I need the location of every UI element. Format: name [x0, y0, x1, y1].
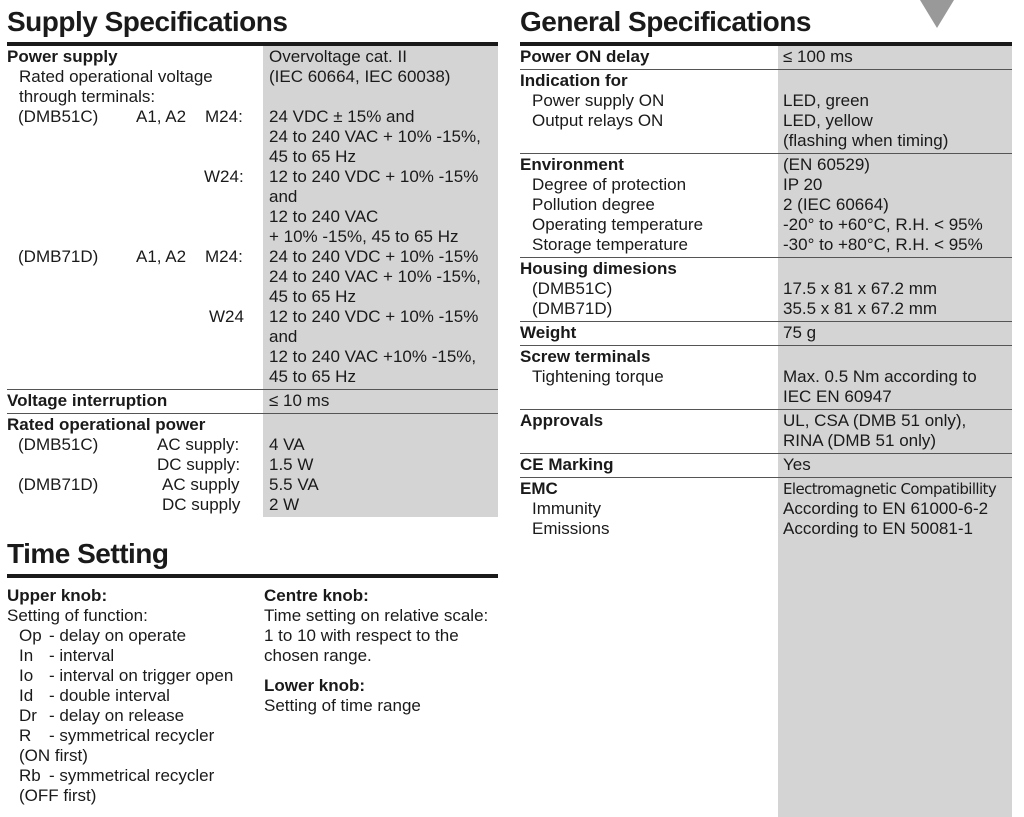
spec-sublabel: Emissions [532, 519, 610, 538]
upper-knob-column [7, 586, 257, 806]
w24-label: W24 [209, 307, 244, 326]
spec-sublabel: (DMB51C) [532, 279, 613, 298]
spec-value: According to EN 50081-1 [783, 519, 973, 538]
spec-label: Screw terminals [520, 347, 651, 366]
triangle-marker-icon [920, 0, 954, 28]
lower-knob-text: Setting of time range [264, 696, 421, 715]
function-code: Dr [19, 706, 37, 725]
function-item [7, 766, 257, 786]
supply-kind-label: DC supply: [157, 455, 241, 474]
lower-knob-heading: Lower knob: [264, 676, 366, 695]
model-label: (DMB71D) [18, 475, 99, 494]
power-supply-block [7, 46, 498, 390]
function-desc: - symmetrical recycler [49, 726, 215, 745]
spec-sublabel: (DMB71D) [532, 299, 613, 318]
function-code: In [19, 646, 34, 665]
centre-knob-heading: Centre knob: [264, 586, 369, 605]
indication-block [520, 70, 1012, 154]
function-desc: - delay on operate [49, 626, 187, 645]
function-code: Io [19, 666, 34, 685]
power-value: 4 VA [269, 435, 305, 454]
voltage-value: and [269, 327, 298, 346]
m24-label: M24: [205, 107, 243, 126]
centre-knob-column [264, 586, 504, 716]
weight-block [520, 322, 1012, 346]
power-value: 5.5 VA [269, 475, 319, 494]
time-setting-section [7, 578, 498, 808]
voltage-value: 24 VDC ± 15% and [269, 107, 415, 126]
voltage-interruption-value: ≤ 10 ms [269, 391, 330, 410]
spec-value: LED, yellow [783, 111, 873, 130]
voltage-value: 45 to 65 Hz [269, 287, 356, 306]
supply-kind-label: AC supply [162, 475, 240, 494]
spec-value: 17.5 x 81 x 67.2 mm [783, 279, 938, 298]
function-item [7, 626, 257, 646]
centre-knob-text: 1 to 10 with respect to the [264, 626, 459, 645]
spec-sublabel: Pollution degree [532, 195, 655, 214]
power-on-delay-block [520, 46, 1012, 70]
spec-value: (flashing when timing) [783, 131, 949, 150]
left-column [7, 0, 498, 808]
function-code: Id [19, 686, 34, 705]
spec-sublabel: Storage temperature [532, 235, 688, 254]
spec-value: (EN 60529) [783, 155, 870, 174]
function-item [7, 686, 257, 706]
right-column [520, 0, 1012, 817]
spec-value: -20° to +60°C, R.H. < 95% [783, 215, 983, 234]
function-item [7, 646, 257, 666]
spec-label: EMC [520, 479, 558, 498]
supply-kind-label: AC supply: [157, 435, 240, 454]
spec-label: CE Marking [520, 455, 614, 474]
voltage-value: 24 to 240 VAC + 10% -15%, [269, 127, 481, 146]
spec-sublabel: Power supply ON [532, 91, 665, 110]
voltage-value: and [269, 187, 298, 206]
spec-value: 2 (IEC 60664) [783, 195, 889, 214]
spec-label: Indication for [520, 71, 628, 90]
dmb51c-label: (DMB51C) [18, 107, 99, 126]
terminal-label: A1, A2 [136, 247, 187, 266]
function-code: Rb [19, 766, 41, 785]
function-subheading: Setting of function: [7, 606, 148, 625]
approvals-block [520, 410, 1012, 454]
power-value: 1.5 W [269, 455, 314, 474]
spec-value: Yes [783, 455, 811, 474]
spec-value: ≤ 100 ms [783, 47, 853, 66]
spec-value: LED, green [783, 91, 869, 110]
spec-label: Power ON delay [520, 47, 650, 66]
emc-block [520, 478, 1012, 541]
function-desc: - delay on release [49, 706, 185, 725]
power-value: 2 W [269, 495, 300, 514]
spec-value: According to EN 61000-6-2 [783, 499, 989, 518]
m24-label: M24: [205, 247, 243, 266]
centre-knob-text: chosen range. [264, 646, 372, 665]
spec-label: Housing dimesions [520, 259, 677, 278]
ce-marking-block [520, 454, 1012, 478]
spec-value: IEC EN 60947 [783, 387, 892, 406]
voltage-value: 12 to 240 VAC [269, 207, 379, 226]
through-terminals-label: through terminals: [19, 87, 156, 106]
function-code: R [19, 726, 32, 745]
supply-kind-label: DC supply [162, 495, 241, 514]
spec-sublabel: Tightening torque [532, 367, 664, 386]
voltage-value: 12 to 240 VDC + 10% -15% [269, 307, 479, 326]
spec-sublabel: Immunity [532, 499, 601, 518]
function-note: (OFF first) [19, 786, 97, 805]
function-item [7, 706, 257, 726]
environment-block [520, 154, 1012, 258]
screw-terminals-block [520, 346, 1012, 410]
housing-block [520, 258, 1012, 322]
voltage-value: + 10% -15%, 45 to 65 Hz [269, 227, 459, 246]
time-setting-title: Time Setting [7, 532, 498, 578]
rated-voltage-label: Rated operational voltage [19, 67, 213, 86]
model-label: (DMB51C) [18, 435, 99, 454]
spec-value: Electromagnetic Compatibillity [783, 480, 997, 498]
spec-value: Max. 0.5 Nm according to [783, 367, 977, 386]
supply-spec-table [7, 46, 498, 517]
function-desc: - symmetrical recycler [49, 766, 215, 785]
upper-knob-heading: Upper knob: [7, 586, 108, 605]
spec-value: IP 20 [783, 175, 823, 194]
spec-label: Weight [520, 323, 577, 342]
voltage-interruption-label: Voltage interruption [7, 391, 168, 410]
rated-power-label: Rated operational power [7, 415, 206, 434]
dmb71d-label: (DMB71D) [18, 247, 99, 266]
function-desc: - interval [49, 646, 115, 665]
function-desc: - double interval [49, 686, 170, 705]
general-spec-table [520, 46, 1012, 817]
overvoltage-value: Overvoltage cat. II [269, 47, 407, 66]
voltage-interruption-block [7, 390, 498, 414]
voltage-value: 12 to 240 VAC +10% -15%, [269, 347, 477, 366]
spec-value: -30° to +80°C, R.H. < 95% [783, 235, 983, 254]
iec-value: (IEC 60664, IEC 60038) [269, 67, 451, 86]
spec-value: UL, CSA (DMB 51 only), [783, 411, 967, 430]
function-desc: - interval on trigger open [49, 666, 234, 685]
terminal-label: A1, A2 [136, 107, 187, 126]
spec-label: Approvals [520, 411, 604, 430]
spec-sublabel: Output relays ON [532, 111, 664, 130]
voltage-value: 45 to 65 Hz [269, 367, 356, 386]
function-code: Op [19, 626, 42, 645]
centre-knob-text: Time setting on relative scale: [264, 606, 489, 625]
spec-sublabel: Degree of protection [532, 175, 687, 194]
power-supply-label: Power supply [7, 47, 118, 66]
spec-label: Environment [520, 155, 624, 174]
voltage-value: 12 to 240 VDC + 10% -15% [269, 167, 479, 186]
voltage-value: 24 to 240 VDC + 10% -15% [269, 247, 479, 266]
function-item [7, 726, 257, 746]
spec-value: 35.5 x 81 x 67.2 mm [783, 299, 938, 318]
voltage-value: 45 to 65 Hz [269, 147, 356, 166]
spec-value: 75 g [783, 323, 817, 342]
function-note: (ON first) [19, 746, 88, 765]
rated-power-block [7, 414, 498, 517]
spec-value: RINA (DMB 51 only) [783, 431, 937, 450]
voltage-value: 24 to 240 VAC + 10% -15%, [269, 267, 481, 286]
spec-sublabel: Operating temperature [532, 215, 704, 234]
w24-label: W24: [204, 167, 244, 186]
supply-title: Supply Specifications [7, 0, 498, 46]
general-title: General Specifications [520, 0, 1012, 46]
function-item [7, 666, 257, 686]
